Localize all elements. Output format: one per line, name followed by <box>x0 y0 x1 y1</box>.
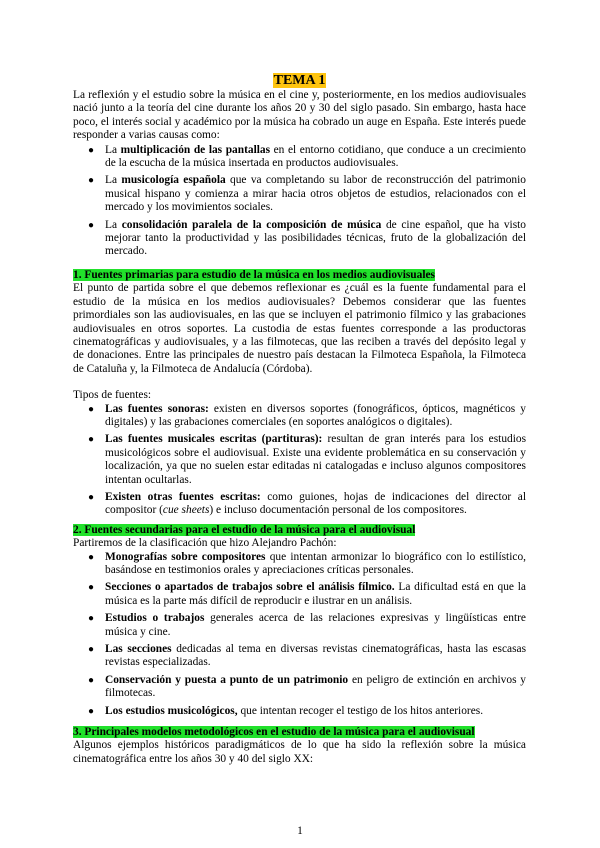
bullet-icon: ● <box>88 582 95 594</box>
section-heading-3: 3. Principales modelos metodológicos en el estudio de la música para el audiovisual <box>73 726 475 739</box>
bullet-icon: ● <box>88 644 95 656</box>
list-item: ● Secciones o apartados de trabajos sobre el análisis fílmico. La dificultad está en que la música es la parte más difícil de reproducir e ilustrar en un análisis. <box>88 581 526 607</box>
page-title: TEMA 1 <box>273 73 326 88</box>
list-item: ● Los estudios musicológicos, que intentan recoger el testigo de los hitos anteriores. <box>88 704 484 717</box>
bullet-icon: ● <box>88 705 95 717</box>
bullet-icon: ● <box>88 219 95 231</box>
list-item: ● Existen otras fuentes escritas: como guiones, hojas de indicaciones del director al compositor (cue sheets) e incluso documentación personal de los compositores. <box>88 490 526 517</box>
bullet-icon: ● <box>88 175 95 187</box>
list-item: ● La multiplicación de las pantallas en el entorno cotidiano, que conduce a un crecimiento de la escucha de la música insertada en productos audiovisuales. <box>88 143 527 170</box>
list-item: ● Las fuentes musicales escritas (partituras): resultan de gran interés para los estudios musicológicos sobre el audiovisual. Existe una evidente problemática en su conservación y localización, ya que no suelen estar editadas ni catalogadas e incluso algunos compositores intentan ocultarlas. <box>88 433 527 486</box>
bullet-icon: ● <box>88 551 95 563</box>
bullet-icon: ● <box>88 403 95 415</box>
list-item: ● Estudios o trabajos generales acerca de las relaciones expresivas y lingüísticas entre música y cine. <box>88 612 526 638</box>
types-label: Tipos de fuentes: <box>73 389 152 402</box>
section-1-bullet-list <box>73 403 526 518</box>
section-2-bullet-list <box>73 551 526 718</box>
bullet-icon: ● <box>88 674 95 686</box>
section-1-paragraph: El punto de partida sobre el que debemos reflexionar es ¿cuál es la fuente fundamental para el estudio de la música en los medios audiovisuales? Debemos considerar que las fuentes primordiales son las audiovisuales, en las que se incluyen el patrimonio fílmico y las grabaciones audiovisuales en otros soportes. La custodia de estas fuentes corresponde a las productoras cinematográficas y audiovisuales, y a las filmotecas, que las reciben a través del depósito legal y de donaciones. Entre las principales de nuestro país destacan la Filmoteca Española, la Filmoteca de Cataluña y, la Filmoteca de Andalucía (Córdoba). <box>73 282 526 375</box>
section-2-intro: Partiremos de la clasificación que hizo Alejandro Pachón: <box>73 537 337 550</box>
bullet-icon: ● <box>88 491 95 503</box>
bullet-icon: ● <box>88 144 95 156</box>
list-item: ● La musicología española que va completando su labor de reconstrucción del patrimonio musical hispano y comienza a mirar hacia otros objetos de estudios, relacionados con el mercado y los movimientos sociales. <box>88 174 526 214</box>
page-number: 1 <box>297 825 303 837</box>
list-item: ● Las fuentes sonoras: existen en diversos soportes (fonográficos, ópticos, magnéticos y digitales) y las grabaciones comerciales (en soportes analógicos o digitales). <box>88 402 526 428</box>
section-3-paragraph: Algunos ejemplos históricos paradigmáticos de lo que ha sido la reflexión sobre la música cinematográfica entre los años 30 y 40 del siglo XX: <box>73 739 526 765</box>
intro-paragraph: La reflexión y el estudio sobre la música en el cine y, posteriormente, en los medios audiovisuales nació junto a la teoría del cine durante los años 20 y 30 del siglo pasado. Sin embargo, hasta hace poco, el interés social y académico por la música ha cobrado un auge en España. Este interés puede responder a varias causas como: <box>73 89 526 142</box>
list-item: ● Las secciones dedicadas al tema en diversas revistas cinematográficas, hasta las escasas revistas especializadas. <box>88 643 526 669</box>
bullet-icon: ● <box>88 613 95 625</box>
list-item: ● Conservación y puesta a punto de un patrimonio en peligro de extinción en archivos y filmotecas. <box>88 673 527 700</box>
section-heading-1: 1. Fuentes primarias para estudio de la música en los medios audiovisuales <box>73 268 435 281</box>
list-item: ● La consolidación paralela de la composición de música de cine español, que ha visto mejorar tanto la productividad y las posibilidades técnicas, fruto de la globalización del mercado. <box>88 218 526 258</box>
bullet-icon: ● <box>88 434 95 446</box>
page-content <box>73 72 526 766</box>
list-item: ● Monografías sobre compositores que intentan armonizar lo biográfico con lo estilístico, basándose en testimonios orales y apreciaciones críticas personales. <box>88 550 526 576</box>
intro-bullet-list <box>73 144 526 259</box>
section-heading-2: 2. Fuentes secundarias para el estudio de la música para el audiovisual <box>73 523 416 536</box>
